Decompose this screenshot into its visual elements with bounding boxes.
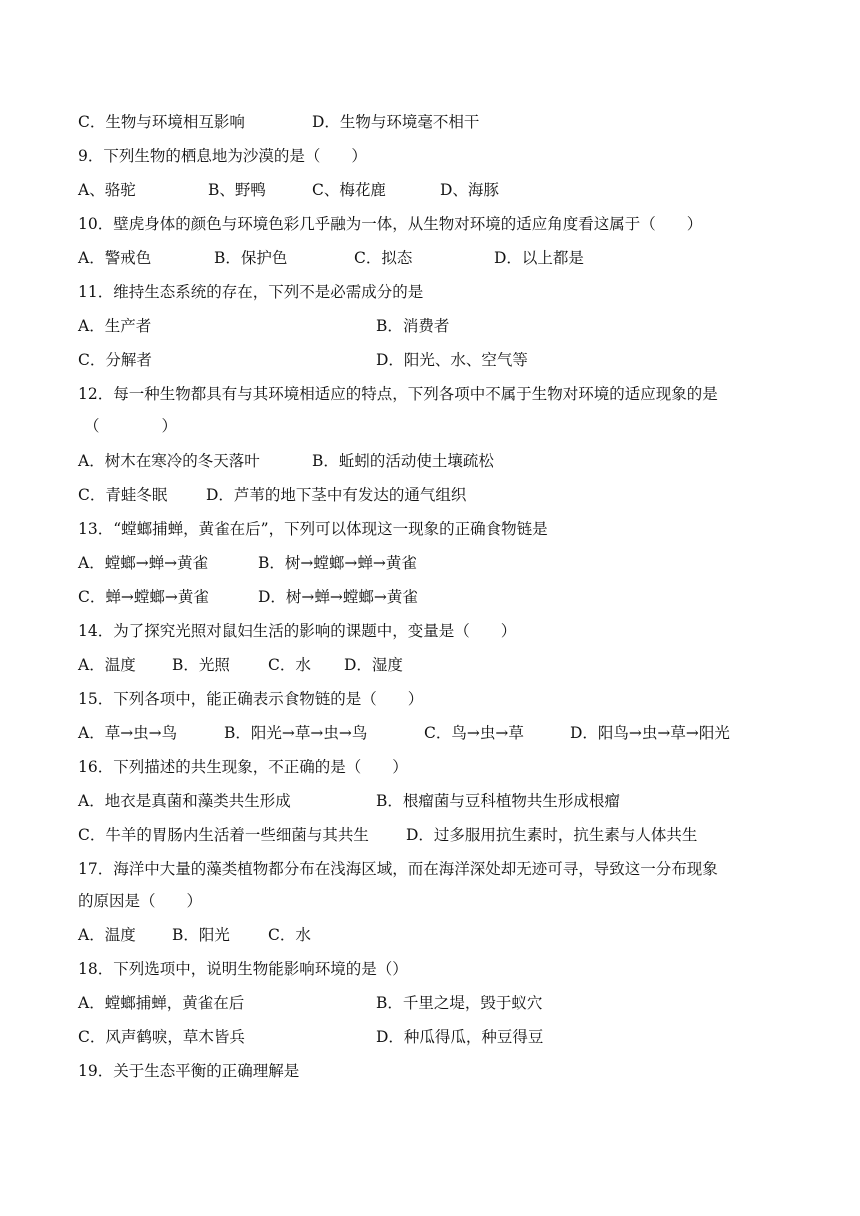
option-text: D、海豚: [440, 181, 499, 199]
option-text: B．千里之堤，毁于蚁穴: [376, 994, 543, 1012]
text-line: [78, 280, 778, 304]
text-line: [78, 314, 778, 338]
text-line: [78, 517, 778, 541]
text-line: [78, 348, 778, 372]
text-line: [78, 721, 778, 745]
question-text: A．温度: [78, 926, 136, 944]
question-text: A．生产者: [78, 317, 152, 335]
option-text: B．阳光→草→虫→鸟: [224, 724, 368, 742]
option-text: D．过多服用抗生素时，抗生素与人体共生: [406, 826, 698, 844]
option-text: B．光照: [172, 656, 230, 674]
text-line: [78, 110, 778, 134]
option-text: B．蚯蚓的活动使土壤疏松: [312, 452, 494, 470]
text-line: [78, 923, 778, 947]
text-line: [78, 619, 778, 643]
option-text: C．拟态: [354, 249, 413, 267]
text-line: [78, 449, 778, 473]
question-text: C．牛羊的胃肠内生活着一些细菌与其共生: [78, 826, 369, 844]
option-text: D．阳光、水、空气等: [376, 351, 528, 369]
question-text: C．风声鹤唳，草木皆兵: [78, 1028, 245, 1046]
option-text: B．保护色: [214, 249, 288, 267]
option-text: B．消费者: [376, 317, 450, 335]
option-text: D．阳鸟→虫→草→阳光: [570, 724, 730, 742]
question-text: 16．下列描述的共生现象，不正确的是（ ）: [78, 758, 408, 776]
option-text: D．芦苇的地下茎中有发达的通气组织: [206, 486, 467, 504]
text-line: [78, 382, 778, 406]
option-text: C．鸟→虫→草: [424, 724, 524, 742]
text-line: [78, 414, 778, 438]
text-line: [78, 653, 778, 677]
question-text: A．温度: [78, 656, 136, 674]
question-text: A．警戒色: [78, 249, 152, 267]
text-line: [78, 789, 778, 813]
option-text: D．树→蝉→螳螂→黄雀: [258, 588, 418, 606]
text-line: [78, 483, 778, 507]
question-text: A．地衣是真菌和藻类共生形成: [78, 792, 291, 810]
question-text: 19．关于生态平衡的正确理解是: [78, 1062, 300, 1080]
text-line: [78, 144, 778, 168]
question-text: 15．下列各项中，能正确表示食物链的是（ ）: [78, 690, 424, 708]
question-text: 的原因是（ ）: [78, 892, 203, 910]
question-text: 14．为了探究光照对鼠妇生活的影响的课题中，变量是（ ）: [78, 622, 517, 640]
text-line: [78, 585, 778, 609]
question-text: C．生物与环境相互影响: [78, 113, 245, 131]
question-text: 9．下列生物的栖息地为沙漠的是（ ）: [78, 147, 367, 165]
text-line: [78, 1025, 778, 1049]
question-text: 13．“螳螂捕蝉，黄雀在后”，下列可以体现这一现象的正确食物链是: [78, 520, 548, 538]
question-text: （ ）: [84, 417, 178, 435]
text-line: [78, 246, 778, 270]
question-text: C．青蛙冬眠: [78, 486, 168, 504]
option-text: D．种瓜得瓜，种豆得豆: [376, 1028, 544, 1046]
question-text: A．草→虫→鸟: [78, 724, 178, 742]
question-text: A．螳螂捕蝉，黄雀在后: [78, 994, 245, 1012]
text-line: [78, 755, 778, 779]
option-text: D．以上都是: [494, 249, 584, 267]
option-text: B．阳光: [172, 926, 230, 944]
question-text: 17．海洋中大量的藻类植物都分布在浅海区域，而在海洋深处却无迹可寻，导致这一分布现象: [78, 860, 718, 878]
question-text: A．螳螂→蝉→黄雀: [78, 554, 209, 572]
option-text: B．树→螳螂→蝉→黄雀: [258, 554, 417, 572]
option-text: B．根瘤菌与豆科植物共生形成根瘤: [376, 792, 620, 810]
text-line: [78, 823, 778, 847]
option-text: C、梅花鹿: [312, 181, 386, 199]
text-line: [78, 857, 778, 881]
question-text: A．树木在寒冷的冬天落叶: [78, 452, 260, 470]
text-line: [78, 178, 778, 202]
text-line: [78, 1059, 778, 1083]
question-text: A、骆驼: [78, 181, 136, 199]
text-line: [78, 212, 778, 236]
text-line: [78, 687, 778, 711]
text-line: [78, 957, 778, 981]
question-text: 10．壁虎身体的颜色与环境色彩几乎融为一体，从生物对环境的适应角度看这属于（ ）: [78, 215, 703, 233]
question-text: 11．维持生态系统的存在，下列不是必需成分的是: [78, 283, 424, 301]
option-text: D．生物与环境毫不相干: [312, 113, 480, 131]
question-text: 18．下列选项中，说明生物能影响环境的是（）: [78, 960, 408, 978]
text-line: [78, 991, 778, 1015]
option-text: D．湿度: [344, 656, 403, 674]
question-text: C．蝉→螳螂→黄雀: [78, 588, 209, 606]
option-text: C．水: [268, 656, 311, 674]
question-text: C．分解者: [78, 351, 152, 369]
option-text: B、野鸭: [208, 181, 266, 199]
option-text: C．水: [268, 926, 311, 944]
question-text: 12．每一种生物都具有与其环境相适应的特点，下列各项中不属于生物对环境的适应现象的是: [78, 385, 718, 403]
text-line: [78, 551, 778, 575]
text-line: [78, 889, 778, 913]
